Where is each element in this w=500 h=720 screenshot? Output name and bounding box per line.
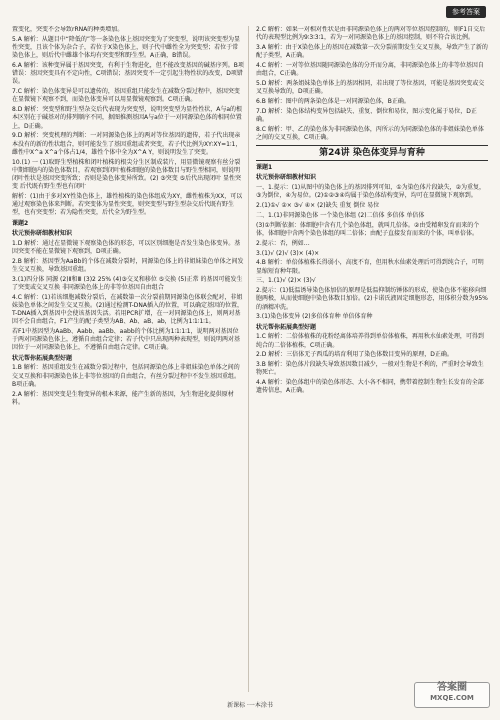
section-heading: 状元预你研细教材知识 xyxy=(256,174,317,182)
answer-paragraph: 解析：(1)由于多对XY性染色体上，雄性植株的染色体组成为XY，雌性植株为XX，可以通过观察染色体来判断。若突变体为显性突变，则突变型与野生型杂交后代既有野生型，也有突变型；若为隐性突变，后代全为野生型。 xyxy=(12,193,243,217)
answer-paragraph: 2.提示：(1)低温诱导染色体加倍的原理是低温抑制纺锤体的形成，使染色体不能移向细胞两极，从而使细胞中染色体数目加倍。(2)卡诺氏液固定细胞形态，用体积分数为95%的酒精冲洗。 xyxy=(256,287,488,311)
answer-paragraph: 6.A 解析：该种变异属于基因突变，有利于生物进化，但不能改变基因的碱基序列。B项错误：基因突变具有不定向性，C项错误；基因突变不一定引起生物性状的改变，D项错误。 xyxy=(12,62,244,86)
watermark-line2: MXQE.COM xyxy=(430,694,474,702)
answer-paragraph: (3)①判断依据：体细胞中含有几个染色体组，就叫几倍体。②由受精卵发育而来的个体，体细胞中含两个染色体组的叫二倍体；由配子直接发育而来的个体，叫单倍体。 xyxy=(256,221,480,237)
answer-paragraph: 5.A 解析：从题目中“降低的”等一条染色体上基因突变为了突变型，说明该突变型为显性突变，且该个体为杂合子，若位于X染色体上，则子代中雌性全为突变型；若位于常染色体上，则后代中雌雄个体均有突变型和野生型。A正确，B错误。 xyxy=(12,35,240,60)
section-heading: 课题1 xyxy=(256,164,273,172)
answer-paragraph: 4.C 解析：一对等位基因随同源染色体的分开而分离，非同源染色体上的非等位基因自由组合，C正确。 xyxy=(256,62,484,78)
answer-paragraph: 4.A 解析：染色体组中的染色体形态、大小各不相同，携带着控制生物生长发育的全部遗传信息，A正确。 xyxy=(256,379,484,395)
answer-paragraph: 8.C 解析：甲、乙的染色体为非同源染色体，丙所示的为同源染色体的非姐妹染色单体之间的交叉互换，C项正确。 xyxy=(256,125,484,141)
answer-paragraph: 二、1.(1)非同源染色体 一个染色体组 (2)二倍体 多倍体 单倍体 xyxy=(256,212,425,219)
answer-paragraph: 3.(1)染色体变异 (2)多倍体育种 单倍体育种 xyxy=(256,313,373,321)
answer-paragraph: 置变化，突变不会导致rRNA的种类增加。 xyxy=(12,26,124,33)
section-heading: 状元帮你拓展典型好题 xyxy=(256,323,317,331)
answer-paragraph: 3.(1)四分体 同源 (2)Ⅱ和Ⅲ (3)2 25% (4)③交叉和移位 ⑤交换 (5)正常 的基因可能发生了突变或交叉互换 非同源染色体上的非等位基因自由组合 xyxy=(12,275,243,291)
right-column xyxy=(256,26,488,692)
answer-paragraph: 3.A 解析：由于X染色体上的基因在减数第一次分裂前期发生交叉互换，导致产生了新的配子类型，A正确。 xyxy=(256,44,488,60)
page-footer: 新课标 ·一本涂书 xyxy=(227,701,273,709)
answer-paragraph: 2.A 解析：基因突变是生物变异的根本来源，能产生新的基因，为生物进化提供原材料。 xyxy=(12,390,234,406)
answer-paragraph: 6.B 解析：图中的两条染色体是一对同源染色体，B正确。 xyxy=(256,98,410,105)
column-divider xyxy=(248,26,249,692)
answer-paragraph: 1.D 解析：通过在显微镜下观察染色体的形态，可以区别细胞是否发生染色体变异。基因突变不能在显微镜下观察到，D项正确。 xyxy=(12,239,241,255)
answer-paragraph: 三、1.(1)√ (2)× (3)√ xyxy=(256,277,316,285)
answer-paragraph: 若F1中基因型为AaBb、Aabb、aaBb、aabb的个体比例为1∶1∶1∶1，说明两对基因位于两对同源染色体上，遵循自由组合定律；若子代中只出现两种表现型，则说明两对基因位于一对同源染色体上，不遵循自由组合定律。C项正确。 xyxy=(12,328,241,352)
section-heading: 状元帮你拓展典型好题 xyxy=(12,354,73,362)
answer-paragraph: 8.D 解析：突变型和野生型杂交后代表现为突变型，说明突变型为显性性状，A与a的根本区别在于碱基对的排列顺序不同，据图推测基因A与a位于一对同源染色体的相同位置上，D正确。 xyxy=(12,106,243,130)
answer-paragraph: 10.(1) 一 (1)取野生型植株和闭叶植株的根尖分生区制成装片，用显微镜观察有丝分裂中期细胞内的染色体数目，若观察到闭叶植株细胞的染色体数目与野生型相同，则说明闭叶性状是基因突变所致；否则是染色体变异所致。(2) ③突变 ⑤后代出现闭叶 显性突变 后代既有野生型也有闭叶 xyxy=(12,158,241,191)
watermark-logo xyxy=(414,682,490,708)
answer-paragraph: 2.(1)①√ ②× ③√ ④× (2)缺失 重复 倒位 易位 xyxy=(256,202,380,210)
answer-paragraph: 7.C 解析：染色体变异是可以遗传的，基因重组只能发生在减数分裂过程中，基因突变在显微镜下观察不到，而染色体变异可以用显微镜观察到。C项正确。 xyxy=(12,88,240,104)
answer-paragraph: 1.C 解析：二倍体植株的花粉经离体培养得到单倍体植株，再用秋水仙素处理，可得到纯合的二倍体植株，C项正确。 xyxy=(256,333,484,349)
answer-paragraph: 1.B 解析：基因重组发生在减数分裂过程中，包括同源染色体上非姐妹染色单体之间的交叉互换和非同源染色体上非等位基因的自由组合，有丝分裂过程中不发生基因重组。B项正确。 xyxy=(12,364,241,388)
answer-paragraph: 3.(1)√ (2)√ (3)× (4)× xyxy=(256,249,320,257)
answer-paragraph: 2.D 解析：三倍体无子西瓜的培育利用了染色体数目变异的原理，D正确。 xyxy=(256,351,453,359)
answer-paragraph: 一、1.提示：(1)从图中的染色体上的基因排列可知，①为染色体片段缺失，②为重复，③为倒位，④为易位。(2)①②③④均属于染色体结构变异，均可在显微镜下观察到。 xyxy=(256,184,485,200)
answer-paragraph: 4.B 解析：单倍体植株长得弱小，高度不育，但用秋水仙素处理后可得到纯合子，可明显缩短育种年限。 xyxy=(256,259,484,275)
answer-paragraph: 9.D 解析：突变机理的判断：一对同源染色体上的两对等位基因的遗传，若子代出现亲本没有的新的性状组合，则可能发生了基因重组或者突变，若子代比例为XY∶XY=1∶1，雌性中X^a X^a个体占1/4，雄性个体中全为X^A Y，则说明发生了突变。 xyxy=(12,132,242,156)
answer-paragraph: 4.C 解析：(1)若该细胞减数分裂后，在减数第一次分裂前期同源染色体联会配对，非姐妹染色单体之间发生交叉互换。(2)通过检测T-DNA插入的位置，可以确定基因的位置，T-DNA插入到基因中会使该基因失活。若用PCR扩增，在一对同源染色体上，则两对基因不会自由组合，F1产生的配子类型为AB、Ab、aB、ab，比例为1∶1∶1∶1。 xyxy=(12,293,243,326)
watermark-line1: 答案圈 xyxy=(437,682,467,693)
answer-key-badge: 参考答案 xyxy=(446,6,486,18)
answer-paragraph: 5.D 解析：两条姐妹染色单体上的基因相同，若出现了等位基因，可能是基因突变或交叉互换导致的，D项正确。 xyxy=(256,80,485,96)
answer-paragraph: 2.C 解析：如果一对相对性状是由非同源染色体上的两对等位基因控制的，则F1自交后代的表现型比例为9∶3∶3∶1，若为一对同源染色体上的基因控制，则不符合该比例。 xyxy=(256,26,486,42)
chapter-title: 第24讲 染色体变异与育种 xyxy=(256,145,488,161)
answer-paragraph: 2.提示：否，例如… xyxy=(256,239,310,247)
section-heading: 状元预你研细教材知识 xyxy=(12,229,73,237)
section-heading: 课题2 xyxy=(12,219,29,227)
answer-paragraph: 3.B 解析：染色体片段缺失导致基因数目减少，一般对生物是不利的，严重时会导致生物死亡。 xyxy=(256,361,484,377)
answer-paragraph: 2.B 解析：基因型为AaBb的个体在减数分裂时，同源染色体上的非姐妹染色单体之间发生交叉互换，导致基因重组。 xyxy=(12,257,244,273)
left-column xyxy=(12,26,244,692)
answer-paragraph: 7.D 解析：染色体结构变异包括缺失、重复、倒位和易位，图示变化属于易位，D正确。 xyxy=(256,107,477,123)
